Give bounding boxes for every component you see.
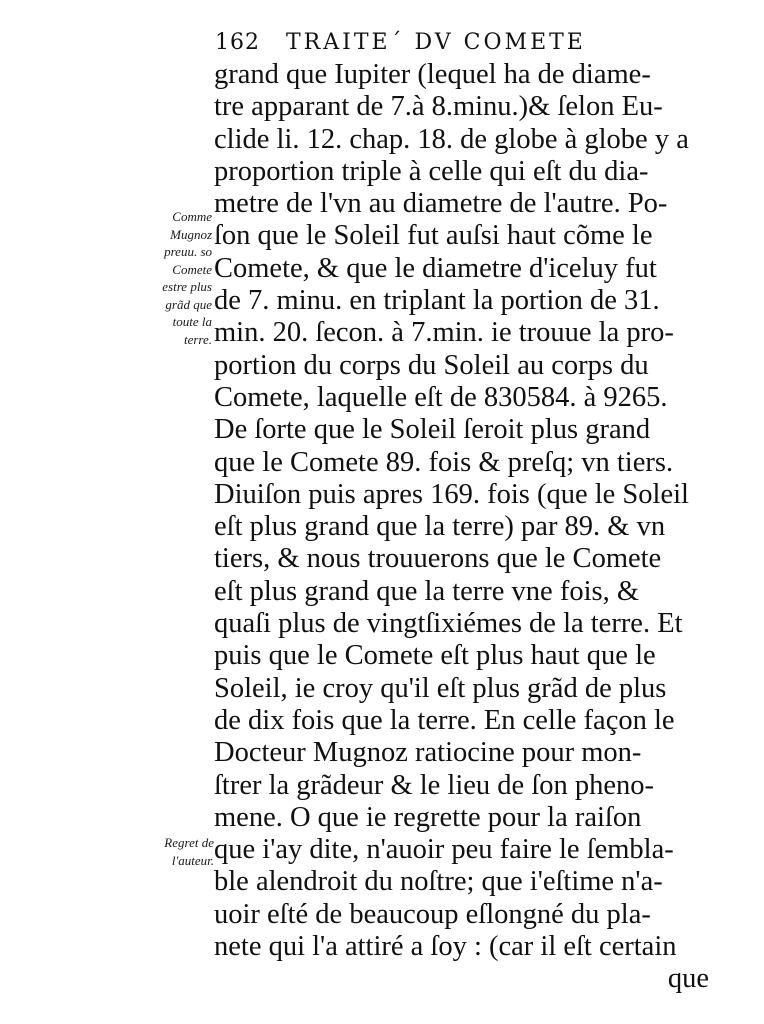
text-line: quaſi plus de vingtſixiémes de la terre. Et <box>214 608 683 640</box>
text-line: metre de l'vn au diametre de l'autre. Po- <box>214 188 668 220</box>
text-line: Comete, laquelle eſt de 830584. à 9265. <box>214 381 668 413</box>
text-line: de 7. minu. en triplant la portion de 31. <box>214 285 660 317</box>
text-line: grand que Iupiter (lequel ha de diame- <box>214 59 651 90</box>
text-line: tiers, & nous trouuerons que le Comete <box>214 543 662 575</box>
text-line: De ſorte que le Soleil ſeroit plus grand <box>214 414 651 446</box>
text-line: ſon que le Soleil fut auſsi haut cõme le <box>214 220 653 252</box>
margin-note-line: terre. <box>183 331 212 347</box>
text-line: de dix fois que la terre. En celle façon le <box>214 704 675 736</box>
running-title: TRAITE´ DV COMETE <box>286 30 586 55</box>
text-line: mene. O que ie regrette pour la raiſon <box>214 801 642 833</box>
margin-note-line: Comme <box>172 209 212 224</box>
text-line: Soleil, ie croy qu'il eſt plus grãd de plus <box>214 672 667 704</box>
text-line: uoir eſté de beaucoup eſlongné du pla- <box>214 898 651 930</box>
margin-note-line: preuu. so <box>164 244 212 259</box>
text-line: portion du corps du Soleil au corps du <box>214 349 649 381</box>
page-number: 162 <box>215 30 260 55</box>
text-line: que i'ay dite, n'auoir peu faire le ſembla- <box>214 834 674 866</box>
text-line: eſt plus grand que la terre vne fois, & <box>214 575 639 607</box>
margin-note-line: toute la <box>172 314 212 329</box>
main-text <box>214 59 709 996</box>
text-line: tre apparant de 7.à 8.minu.)& ſelon Eu- <box>214 91 663 123</box>
text-line: ſtrer la grãdeur & le lieu de ſon pheno- <box>214 769 654 801</box>
text-line: eſt plus grand que la terre) par 89. & vn <box>214 511 666 543</box>
text-line: ble alendroit du noſtre; que i'eſtime n'a- <box>214 866 663 898</box>
margin-note-line: Comete <box>172 261 212 277</box>
text-line: proportion triple à celle qui eſt du dia- <box>214 155 649 187</box>
text-line: clide li. 12. chap. 18. de globe à globe y a <box>214 123 689 155</box>
catchword: que <box>667 963 709 995</box>
text-line: nete qui l'a attiré a ſoy : (car il eſt certain <box>214 931 677 963</box>
text-line: Diuiſon puis apres 169. fois (que le Soleil <box>214 478 689 510</box>
margin-note-line: grãd que <box>165 296 212 312</box>
margin-note-line: estre plus <box>162 279 212 294</box>
text-line: min. 20. ſecon. à 7.min. ie trouue la pro- <box>214 317 674 349</box>
text-line: que le Comete 89. fois & preſq; vn tiers. <box>214 446 674 478</box>
text-line: Docteur Mugnoz ratiocine pour mon- <box>214 737 642 769</box>
margin-note-regret <box>130 834 214 869</box>
margin-note-line: l'auteur. <box>171 852 214 868</box>
running-head <box>215 28 695 58</box>
text-line: Comete, & que le diametre d'iceluy fut <box>214 252 657 284</box>
margin-note-mugnoz <box>138 208 212 348</box>
text-line: puis que le Comete eſt plus haut que le <box>214 640 656 672</box>
margin-note-line: Regret de <box>164 835 214 850</box>
margin-note-line: Mugnoz <box>170 226 212 242</box>
